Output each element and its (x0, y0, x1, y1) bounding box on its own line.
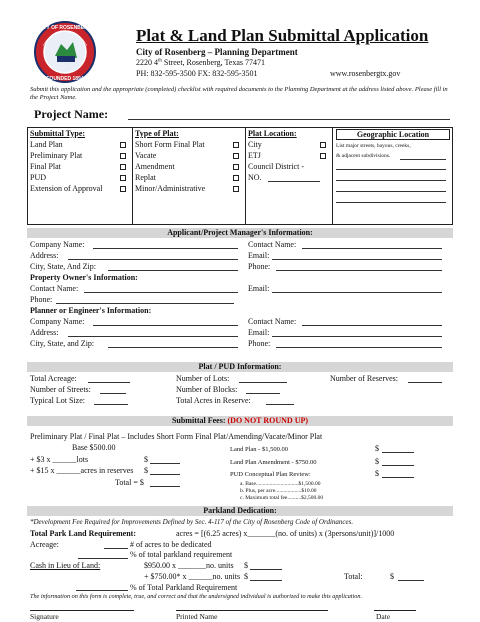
printed-name-label: Printed Name (176, 612, 218, 621)
date-label: Date (376, 612, 391, 621)
fees-total-dollar: $ (139, 478, 144, 487)
owner-email (248, 284, 269, 293)
field-label: Email: (248, 328, 270, 337)
fee-land-plan-amend: Land Plan Amendment - $750.00 (230, 459, 317, 466)
fee-land-plan-amend-dollar: $ (375, 457, 379, 466)
total-acreage-field[interactable] (88, 374, 130, 383)
cash1-field[interactable] (250, 561, 282, 570)
applicant-contact-field[interactable] (302, 240, 442, 249)
fee-pud-dollar: $ (375, 469, 379, 478)
option-label: Short Form Final Plat (135, 140, 205, 149)
submittal-type-list (30, 140, 128, 195)
field-label: Number of Reserves: (330, 374, 398, 383)
geographic-note: List major streets, bayous, creeks, & adjacent subdivisions. (336, 143, 411, 159)
checkbox[interactable] (233, 153, 239, 159)
field-label: Number of Lots: (176, 374, 230, 383)
divider (332, 127, 333, 225)
applicant-header: Applicant/Project Manager's Information: (27, 228, 453, 238)
applicant-email-field[interactable] (272, 251, 442, 260)
option-label: Amendment (135, 162, 175, 171)
field-label: Contact Name: (248, 240, 297, 249)
geo-line[interactable] (400, 152, 446, 160)
submittal-option[interactable] (30, 184, 128, 195)
fees-header (27, 416, 453, 426)
fee-pud-field[interactable] (382, 469, 414, 478)
option-label: NO. (248, 173, 262, 182)
applicant-address (30, 251, 58, 260)
acres-reserve (176, 396, 251, 405)
planner-contact-field[interactable] (302, 317, 442, 326)
field-label: Typical Lot Size: (30, 396, 85, 405)
applicant-city-field[interactable] (108, 262, 238, 271)
option-label: PUD (30, 173, 47, 182)
city-seal (33, 20, 97, 84)
parkland-pct-dedication: % of total parkland requirement (130, 550, 233, 559)
field-label: Phone: (248, 262, 271, 271)
fees-reserves: + $15 x ______acres in reserves (30, 466, 134, 475)
plat-option[interactable] (135, 162, 241, 173)
fees-total (115, 478, 144, 487)
planner-company-field[interactable] (93, 317, 238, 326)
cash2-field[interactable] (250, 572, 282, 581)
submittal-option[interactable] (30, 151, 128, 162)
pct-total-field[interactable] (76, 582, 128, 591)
checkbox[interactable] (233, 186, 239, 192)
option-label: ETJ (248, 151, 261, 160)
number-lots-field[interactable] (239, 374, 287, 383)
divider (132, 127, 133, 225)
number-reserves-field[interactable] (408, 374, 442, 383)
owner-header: Property Owner's Information: (30, 273, 138, 282)
planner-city (30, 339, 94, 348)
address-suffix: th (158, 58, 162, 64)
location-option[interactable] (248, 140, 328, 151)
planner-header: Planner or Engineer's Information: (30, 306, 152, 315)
checkbox[interactable] (233, 164, 239, 170)
option-label: Land Plan (30, 140, 63, 149)
checkbox[interactable] (120, 186, 126, 192)
owner-contact-field[interactable] (84, 284, 238, 293)
option-label: Final Plat (30, 162, 61, 171)
planner-email (248, 328, 269, 337)
field-label: Email: (248, 251, 270, 260)
org-name: City of Rosenberg – Planning Department (136, 47, 298, 57)
applicant-address-field[interactable] (68, 251, 238, 260)
option-label: Vacate (135, 151, 157, 160)
applicant-phone-field[interactable] (276, 262, 442, 271)
fees-title: Submittal Fees: (171, 416, 226, 425)
field-label: Phone: (30, 295, 53, 304)
pct-total: % of Total Parkland Requirement (130, 583, 238, 592)
plat-location-header: Plat Location: (248, 129, 297, 138)
printed-name-line[interactable] (176, 603, 328, 611)
number-reserves (330, 374, 398, 383)
submittal-type-header: Submittal Type: (30, 129, 86, 138)
checkbox[interactable] (120, 142, 126, 148)
acres-reserve-field[interactable] (266, 396, 294, 405)
fees-lots: + $3 x ______lots (30, 455, 89, 464)
org-address (136, 58, 265, 67)
org-phone: PH: 832-595-3500 FX: 832-595-3501 (136, 69, 258, 78)
fee-pud-review: PUD Conceptual Plan Review: (230, 471, 311, 478)
svg-text:FOUNDED 1894: FOUNDED 1894 (46, 76, 84, 82)
fee-land-plan-amend-field[interactable] (382, 457, 414, 466)
applicant-contact (248, 240, 296, 249)
cash-total-dollar: $ (390, 572, 394, 581)
plat-option[interactable] (135, 184, 241, 195)
field-label: City, State, And Zip: (30, 262, 96, 271)
field-label: Address: (30, 328, 59, 337)
planner-city-field[interactable] (108, 339, 238, 348)
parkland-formula: acres = [(6.25 acres) x_______(no. of units) x (3persons/unit)]/1000 (176, 529, 395, 538)
owner-phone (30, 295, 52, 304)
fees-note: (DO NOT ROUND UP) (227, 416, 309, 425)
cash-line1: $950.00 x _______no. units (144, 561, 234, 570)
planner-address-field[interactable] (68, 328, 238, 337)
checkbox[interactable] (320, 142, 326, 148)
project-name-label: Project Name: (34, 107, 109, 121)
number-blocks (176, 385, 237, 394)
location-option (248, 173, 328, 184)
location-option (248, 162, 328, 173)
parkland-acreage: Acreage: (30, 540, 59, 549)
district-number-field[interactable] (268, 173, 320, 182)
planner-contact (248, 317, 296, 326)
fees-reserves-field[interactable] (150, 466, 180, 475)
applicant-company (30, 240, 84, 249)
fee-land-plan: Land Plan - $1,500.00 (230, 446, 288, 453)
fees-total-label: Total = (115, 478, 138, 487)
cash-total-label: Total: (344, 572, 363, 581)
checkbox[interactable] (120, 175, 126, 181)
cash2-dollar: $ (244, 572, 248, 581)
field-label: City, State, and Zip: (30, 339, 95, 348)
project-name-field[interactable] (128, 107, 450, 120)
field-label: Number of Streets: (30, 385, 91, 394)
certification: The information on this form is complete, true, and correct and that the undersigned individual is authorized to make this application. (30, 593, 362, 600)
field-label: Contact Name: (248, 317, 297, 326)
planner-company (30, 317, 84, 326)
plat-option[interactable] (135, 151, 241, 162)
submittal-option[interactable] (30, 162, 128, 173)
fees-base: Base $500.00 (72, 443, 116, 452)
fees-lots-field[interactable] (150, 455, 180, 464)
checkbox[interactable] (120, 153, 126, 159)
field-label: Total Acreage: (30, 374, 77, 383)
submittal-option[interactable] (30, 140, 128, 151)
fees-lots-dollar: $ (144, 455, 148, 464)
checkbox[interactable] (120, 164, 126, 170)
geo-line[interactable] (336, 184, 446, 192)
number-blocks-field[interactable] (246, 385, 280, 394)
parkland-acres-dedicated: # of acres to be dedicated (130, 540, 212, 549)
owner-email-field[interactable] (272, 284, 442, 293)
field-label: Email: (248, 284, 270, 293)
checkbox[interactable] (320, 153, 326, 159)
fees-total-field[interactable] (150, 478, 180, 487)
planner-phone-field[interactable] (276, 339, 442, 348)
option-label: City (248, 140, 262, 149)
signature-label: Signature (30, 612, 59, 621)
applicant-phone (248, 262, 270, 271)
submittal-option[interactable] (30, 173, 128, 184)
field-label: Address: (30, 251, 59, 260)
geo-line[interactable] (336, 173, 446, 181)
fee-pud-b: b. Plus, per acre...................$10.00 (240, 488, 317, 494)
svg-text:CITY OF ROSENBERG: CITY OF ROSENBERG (38, 25, 92, 31)
address-number: 2220 4 (136, 58, 158, 67)
planner-address (30, 328, 58, 337)
planner-phone (248, 339, 270, 348)
field-label: Company Name: (30, 240, 85, 249)
plat-info-header: Plat / PUD Information: (27, 362, 453, 372)
address-street: Street, Rosenberg, Texas 77471 (161, 58, 266, 67)
plat-location-list (248, 140, 328, 184)
plat-option[interactable] (135, 173, 241, 184)
plat-type-header: Type of Plat: (135, 129, 179, 138)
option-label: Replat (135, 173, 156, 182)
cash-line2: + $750.00* x ______no. units (144, 572, 241, 581)
option-label: Council District - (248, 162, 304, 171)
cash1-dollar: $ (244, 561, 248, 570)
field-label: Number of Blocks: (176, 385, 238, 394)
fee-pud-a: a. Base...............................$1,500.00 (240, 481, 321, 487)
location-option[interactable] (248, 151, 328, 162)
field-label: Company Name: (30, 317, 85, 326)
option-label: Extension of Approval (30, 184, 103, 193)
cash-in-lieu-label: Cash in Lieu of Land: (30, 561, 101, 570)
number-streets-field[interactable] (100, 385, 126, 394)
checkbox[interactable] (233, 142, 239, 148)
parkland-acreage-field[interactable] (104, 540, 128, 549)
parkland-note: *Development Fee Required for Improvements Defined by Sec. 4-117 of the City of Rosenberg Code of Ordinances. (30, 518, 354, 526)
parkland-header: Parkland Dedication: (27, 506, 453, 516)
geo-line[interactable] (336, 195, 446, 203)
checkbox[interactable] (233, 175, 239, 181)
option-label: Minor/Administrative (135, 184, 206, 193)
field-label: Contact Name: (30, 284, 79, 293)
owner-contact (30, 284, 78, 293)
plat-option[interactable] (135, 140, 241, 151)
number-streets (30, 385, 91, 394)
website-link[interactable]: www.rosenbergtx.gov (330, 69, 401, 78)
option-label: Preliminary Plat (30, 151, 83, 160)
plat-type-list (135, 140, 241, 195)
divider (245, 127, 246, 225)
applicant-city (30, 262, 96, 271)
geographic-header: Geographic Location (336, 129, 450, 140)
date-line[interactable] (374, 603, 416, 611)
instructions: Submit this application and the appropriate (completed) checklist with required documents to the Planning Department at the address listed above. Please fill in the Project Name. (30, 86, 448, 101)
applicant-company-field[interactable] (93, 240, 238, 249)
fees-line1: Preliminary Plat / Final Plat – Includes Short Form Final Plat/Amending/Vacate/Minor Plat (30, 432, 323, 441)
fee-land-plan-dollar: $ (375, 444, 379, 453)
signature-line[interactable] (30, 603, 134, 611)
planner-email-field[interactable] (272, 328, 442, 337)
owner-phone-field[interactable] (56, 295, 234, 304)
cash-total-field[interactable] (398, 572, 424, 581)
field-label: Total Acres in Reserve: (176, 396, 251, 405)
fee-pud-c: c. Maximum total fee..........$2,500.00 (240, 495, 324, 501)
page-title: Plat & Land Plan Submittal Application (136, 26, 429, 45)
applicant-email (248, 251, 269, 260)
typical-lot-size (30, 396, 85, 405)
fees-reserves-dollar: $ (144, 466, 148, 475)
fee-land-plan-field[interactable] (382, 444, 414, 453)
number-lots (176, 374, 229, 383)
geo-line[interactable] (336, 162, 446, 170)
field-label: Phone: (248, 339, 271, 348)
total-acreage (30, 374, 77, 383)
typical-lot-size-field[interactable] (94, 396, 128, 405)
parkland-req-label: Total Park Land Requirement: (30, 529, 137, 538)
parkland-pct-field[interactable] (78, 550, 128, 559)
